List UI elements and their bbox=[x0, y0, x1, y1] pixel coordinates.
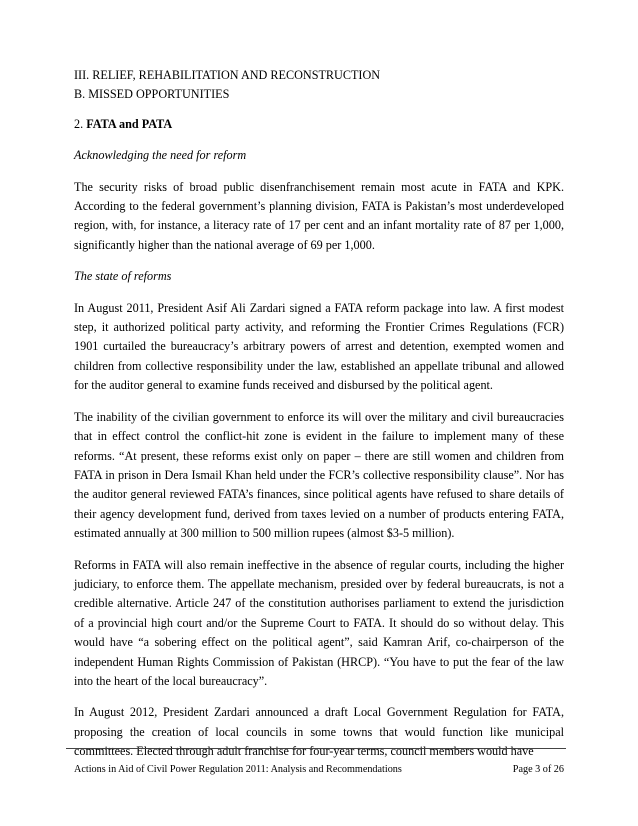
subheading-state-of-reforms: The state of reforms bbox=[74, 269, 172, 284]
page-number: Page 3 of 26 bbox=[512, 764, 564, 775]
paragraph-2: In August 2011, President Asif Ali Zardari signed a FATA reform package into law. A first modest step, it authorized political party activity, and reforming the Frontier Crimes Regulations (FCR) 1901 curtailed the bureaucracy’s arbitrary powers of arrest and detention, exempted women and children from collective responsibility under the law, established an appellate tribunal and allowed for the auditor general to examine funds received and disbursed by the political agent. bbox=[74, 300, 564, 393]
section-heading: III. RELIEF, REHABILITATION AND RECONSTRUCTION bbox=[74, 68, 381, 82]
paragraph-3: The inability of the civilian government to enforce its will over the military and civil bureaucracies that in effect control the conflict-hit zone is evident in the failure to implement many of these reforms. “At present, these reforms exist only on paper – there are still women and children from FATA in prison in Dera Ismail Khan held under the FCR’s collective responsibility clause”. Nor has the auditor general reviewed FATA’s finances, since political agents have refused to share details of their agency development fund, derived from taxes levied on a number of products entering FATA, estimated annually at 300 million to 500 million rupees (almost $3-5 million). bbox=[74, 409, 564, 541]
item-title: FATA and PATA bbox=[86, 116, 173, 131]
item-heading bbox=[74, 115, 564, 134]
paragraph-1: The security risks of broad public disenfranchisement remain most acute in FATA and KPK. According to the federal government’s planning division, FATA is Pakistan’s most underdeveloped region, with, for instance, a literacy rate of 17 per cent and an infant mortality rate of 87 per 1,000, significantly higher than the national average of 69 per 1,000. bbox=[74, 179, 564, 252]
footer-title: Actions in Aid of Civil Power Regulation 2011: Analysis and Recommendations bbox=[74, 764, 402, 775]
paragraph-5: In August 2012, President Zardari announced a draft Local Government Regulation for FATA, proposing the creation of local councils in some towns that would function like municipal committees. Elected through adult franchise for four-year terms, council members would have bbox=[74, 705, 564, 759]
item-number: 2. bbox=[74, 116, 84, 131]
footer-divider bbox=[66, 748, 566, 749]
page-body bbox=[74, 66, 564, 762]
paragraph-4: Reforms in FATA will also remain ineffective in the absence of regular courts, including the higher judiciary, to enforce them. The appellate mechanism, presided over by federal bureaucrats, is not a credible alternative. Article 247 of the constitution authorises parliament to extend the jurisdiction of a provincial high court and/or the Supreme Court to FATA. It should do so without delay. This would have “a sobering effect on the political agent”, said Kamran Arif, co-chairperson of the independent Human Rights Commission of Pakistan (HRCP). “You have to put the fear of the law into the heart of the local bureaucracy”. bbox=[74, 557, 564, 688]
subsection-heading: B. MISSED OPPORTUNITIES bbox=[74, 87, 230, 102]
subheading-need-for-reform: Acknowledging the need for reform bbox=[74, 148, 247, 163]
